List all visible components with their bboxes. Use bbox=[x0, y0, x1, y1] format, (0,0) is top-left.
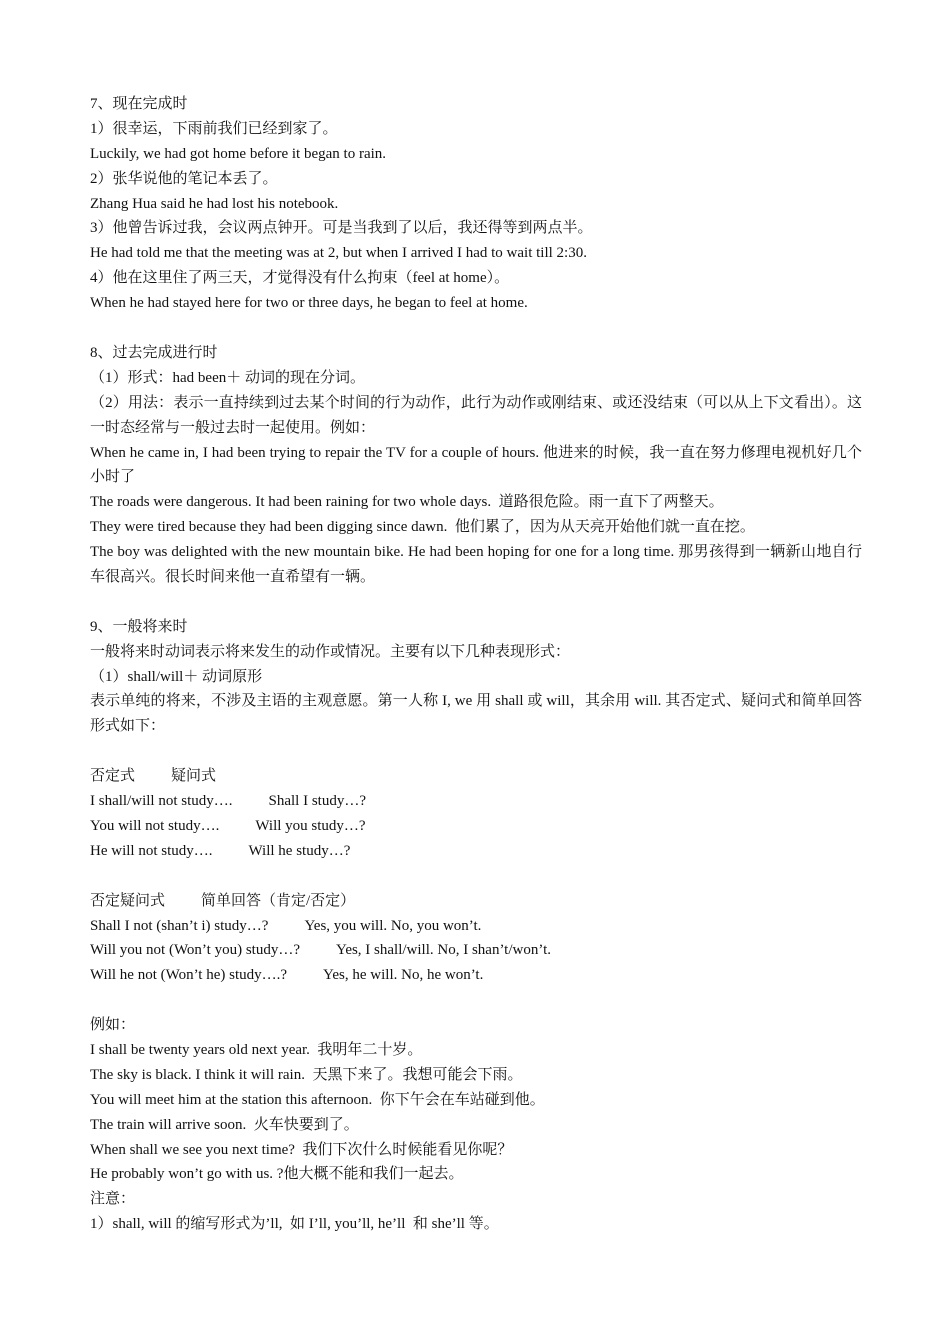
s9-table2-row-2-a: Will you not (Won’t you) study…? bbox=[90, 942, 300, 959]
s9-example-label: 例如： bbox=[90, 1017, 136, 1034]
s9-table2-row-3-a: Will he not (Won’t he) study….? bbox=[90, 967, 288, 984]
s9-table1-row-3-a: He will not study…. bbox=[90, 842, 213, 859]
s9-table1-head-a: 否定式 bbox=[90, 768, 136, 785]
s9-table1-row-1 bbox=[90, 789, 862, 814]
s7-item-3-en: He had told me that the meeting was at 2, but when I arrived I had to wait till 2:30. bbox=[90, 245, 587, 262]
s8-usage: （2）用法：表示一直持续到过去某个时间的行为动作，此行为动作或刚结束、或还没结束（可以从上下文看出）。这一时态经常与一般过去时一起使用。例如： bbox=[90, 394, 862, 436]
s9-table2-row-1-a: Shall I not (shan’t i) study…? bbox=[90, 917, 269, 934]
s9-table2-row-1-b: Yes, you will. No, you won’t. bbox=[304, 917, 482, 934]
s8-example-4: The boy was delighted with the new mountain bike. He had been hoping for one for a long time. 那男孩得到一辆新山地自行车很高兴。很长时间来他一直希望有一辆。 bbox=[90, 544, 862, 585]
s9-table1-row-2 bbox=[90, 814, 862, 839]
s9-table2-header bbox=[90, 889, 862, 914]
s8-example-2: The roads were dangerous. It had been raining for two whole days. 道路很危险。雨一直下了两整天。 bbox=[90, 494, 724, 511]
s9-table2-row-2 bbox=[90, 938, 862, 963]
s7-item-2-en: Zhang Hua said he had lost his notebook. bbox=[90, 195, 339, 212]
s9-table1-row-1-b: Shall I study…? bbox=[268, 793, 366, 810]
s8-example-1: When he came in, I had been trying to repair the TV for a couple of hours. 他进来的时候，我一直在努力修理电视机好几个小时了 bbox=[90, 444, 862, 486]
s9-description: 表示单纯的将来，不涉及主语的主观意愿。第一人称 I, we 用 shall 或 will，其余用 will. 其否定式、疑问式和简单回答形式如下： bbox=[90, 693, 862, 735]
s9-example-4: The train will arrive soon. 火车快要到了。 bbox=[90, 1116, 359, 1133]
s9-example-1: I shall be twenty years old next year. 我明年二十岁。 bbox=[90, 1041, 423, 1058]
s9-table2-row-3-b: Yes, he will. No, he won’t. bbox=[323, 967, 484, 984]
spacer bbox=[90, 739, 862, 764]
s9-table2-row-2-b: Yes, I shall/will. No, I shan’t/won’t. bbox=[335, 942, 551, 959]
s7-item-1-en: Luckily, we had got home before it began to rain. bbox=[90, 145, 387, 162]
s9-example-3: You will meet him at the station this afternoon. 你下午会在车站碰到他。 bbox=[90, 1091, 545, 1108]
section-7-heading: 7、现在完成时 bbox=[90, 96, 188, 112]
s9-table1-header bbox=[90, 764, 862, 789]
s8-example-3: They were tired because they had been digging since dawn. 他们累了，因为从天亮开始他们就一直在挖。 bbox=[90, 519, 755, 536]
spacer bbox=[90, 316, 862, 341]
s7-item-4-zh: 4）他在这里住了两三天，才觉得没有什么拘束（feel at home）。 bbox=[90, 270, 510, 287]
s9-table1-row-2-a: You will not study…. bbox=[90, 817, 220, 834]
s9-table1-row-3-b: Will he study…? bbox=[248, 842, 351, 859]
s7-item-1-zh: 1）很幸运，下雨前我们已经到家了。 bbox=[90, 120, 338, 137]
s9-table2-row-3 bbox=[90, 963, 862, 988]
s7-item-3-zh: 3）他曾告诉过我，会议两点钟开。可是当我到了以后，我还得等到两点半。 bbox=[90, 220, 593, 237]
s9-table2-head-a: 否定疑问式 bbox=[90, 892, 166, 909]
s9-table1-row-2-b: Will you study…? bbox=[255, 817, 366, 834]
spacer bbox=[90, 864, 862, 889]
s9-example-6: He probably won’t go with us. ?他大概不能和我们一起去。 bbox=[90, 1166, 464, 1183]
s9-example-5: When shall we see you next time? 我们下次什么时候能看见你呢？ bbox=[90, 1141, 513, 1158]
s8-form: （1）形式：had been＋ 动词的现在分词。 bbox=[90, 369, 365, 386]
s9-note-label: 注意： bbox=[90, 1191, 136, 1208]
s9-table2-head-b: 简单回答（肯定/否定） bbox=[201, 892, 356, 909]
s9-note-1: 1）shall, will 的缩写形式为’ll, 如 I’ll, you’ll, he’ll 和 she’ll 等。 bbox=[90, 1216, 499, 1233]
s9-table1-row-3 bbox=[90, 839, 862, 864]
section-9-heading: 9、一般将来时 bbox=[90, 618, 188, 635]
spacer bbox=[90, 988, 862, 1013]
s9-intro: 一般将来时动词表示将来发生的动作或情况。主要有以下几种表现形式： bbox=[90, 643, 571, 660]
s9-table1-head-b: 疑问式 bbox=[171, 768, 217, 785]
s7-item-2-zh: 2）张华说他的笔记本丢了。 bbox=[90, 170, 278, 187]
document-page bbox=[90, 92, 862, 1237]
s9-table2-row-1 bbox=[90, 914, 862, 939]
s9-example-2: The sky is black. I think it will rain. 天黑下来了。我想可能会下雨。 bbox=[90, 1066, 523, 1083]
s7-item-4-en: When he had stayed here for two or three days, he began to feel at home. bbox=[90, 295, 528, 312]
section-8-heading: 8、过去完成进行时 bbox=[90, 344, 218, 361]
spacer bbox=[90, 590, 862, 615]
s9-table1-row-1-a: I shall/will not study…. bbox=[90, 793, 233, 810]
s9-form-1: （1）shall/will＋ 动词原形 bbox=[90, 668, 263, 685]
